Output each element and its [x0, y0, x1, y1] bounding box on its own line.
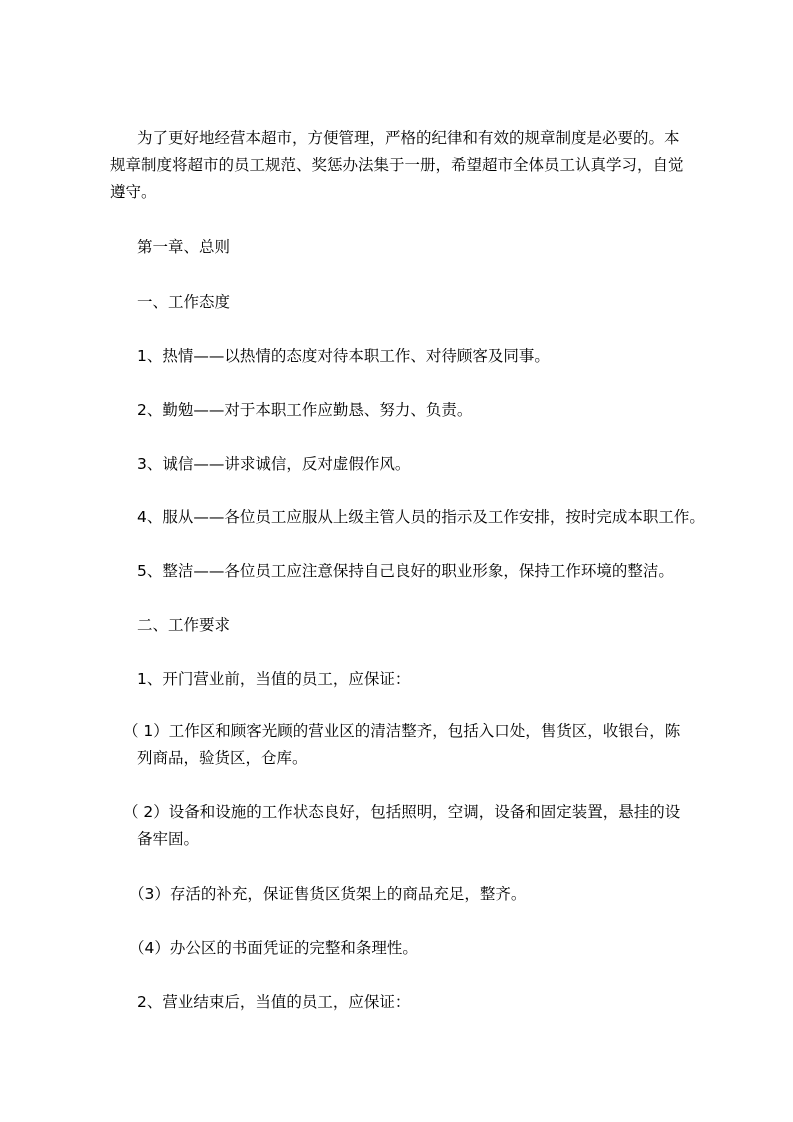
attitude-item-2: 2、勤勉——对于本职工作应勤恳、努力、负责。 — [137, 401, 473, 419]
requirement-item-2: 2、营业结束后，当值的员工，应保证： — [137, 993, 411, 1011]
section-heading-attitude: 一、工作态度 — [137, 293, 231, 311]
intro-line-2: 规章制度将超市的员工规范、奖惩办法集于一册，希望超市全体员工认真学习，自觉 — [110, 156, 684, 174]
section-heading-requirements: 二、工作要求 — [137, 616, 231, 634]
requirement-sub-2-line-2: 备牢固。 — [137, 830, 200, 848]
intro-line-3: 遵守。 — [110, 183, 157, 201]
attitude-item-1: 1、热情——以热情的态度对待本职工作、对待顾客及同事。 — [137, 347, 550, 365]
requirement-sub-1-line-2: 列商品，验货区，仓库。 — [137, 749, 308, 767]
requirement-item-1: 1、开门营业前，当值的员工，应保证： — [137, 670, 411, 688]
requirement-sub-4: （4）办公区的书面凭证的完整和条理性。 — [129, 939, 418, 957]
requirement-sub-1-line-1: （ 1）工作区和顾客光顾的营业区的清洁整齐，包括入口处，售货区，收银台，陈 — [123, 722, 681, 740]
requirement-sub-3: （3）存活的补充，保证售货区货架上的商品充足，整齐。 — [129, 885, 527, 903]
attitude-item-4: 4、服从——各位员工应服从上级主管人员的指示及工作安排，按时完成本职工作。 — [137, 508, 705, 526]
attitude-item-3: 3、诚信——讲求诚信，反对虚假作风。 — [137, 455, 411, 473]
requirement-sub-2-line-1: （ 2）设备和设施的工作状态良好，包括照明，空调，设备和固定装置，悬挂的设 — [123, 803, 681, 821]
attitude-item-5: 5、整洁——各位员工应注意保持自己良好的职业形象，保持工作环境的整洁。 — [137, 562, 674, 580]
chapter-title: 第一章、总则 — [137, 238, 231, 256]
intro-line-1: 为了更好地经营本超市，方便管理，严格的纪律和有效的规章制度是必要的。本 — [137, 129, 680, 147]
